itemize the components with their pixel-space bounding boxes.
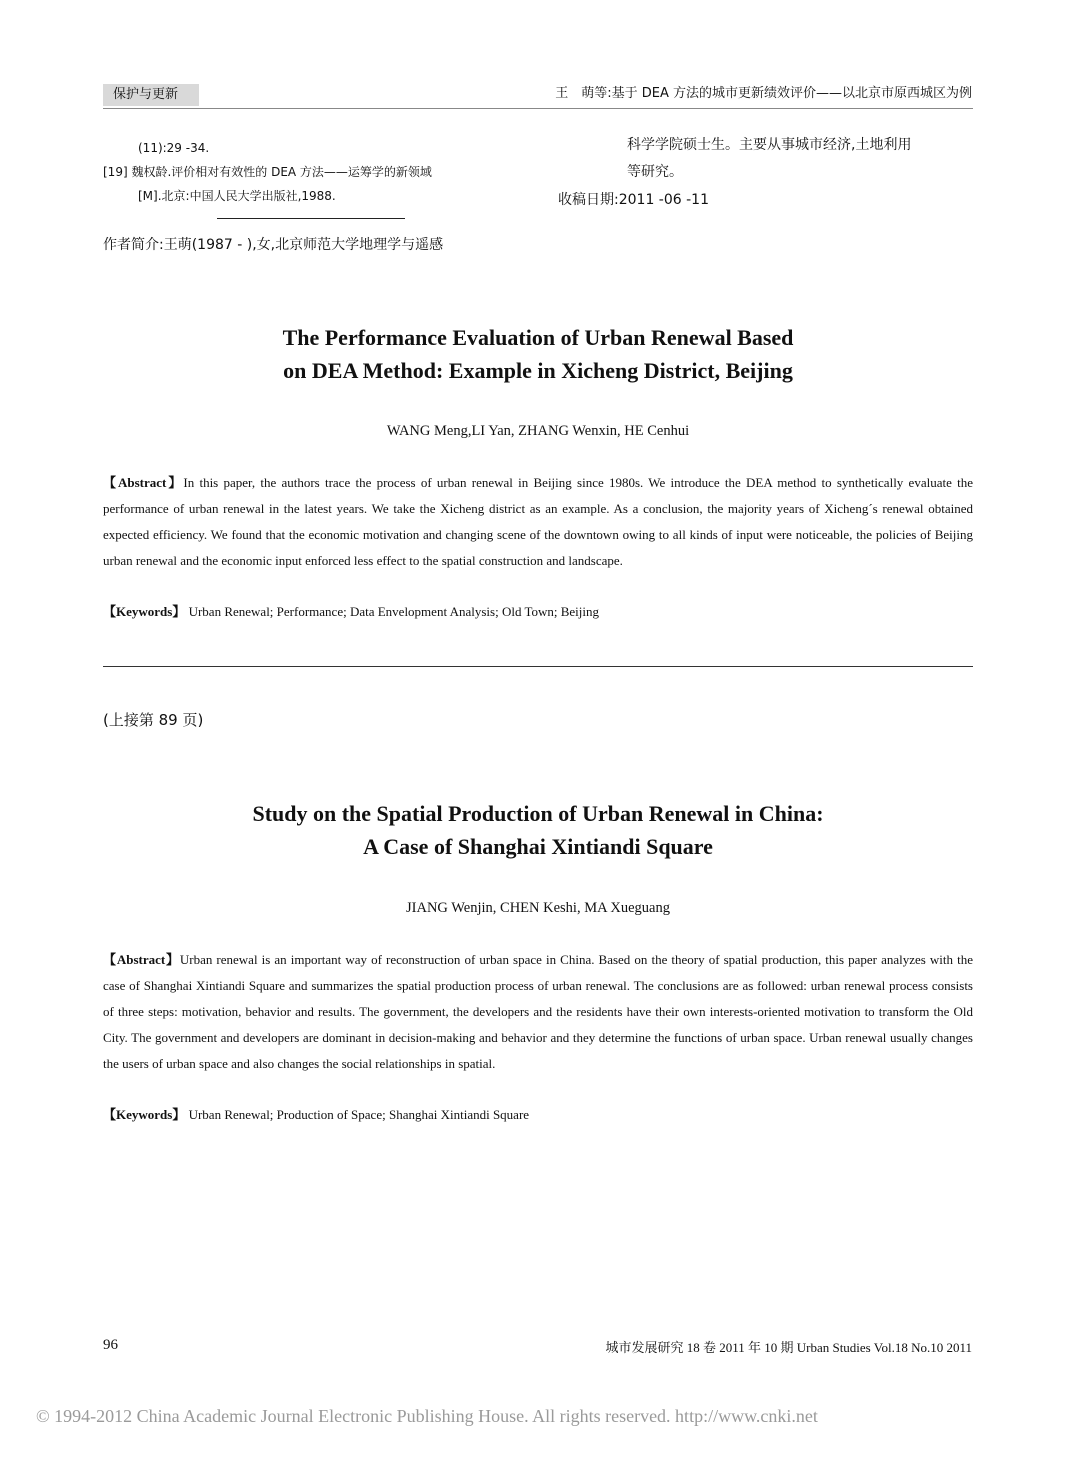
article1-title-line1: The Performance Evaluation of Urban Renewal Based — [282, 325, 794, 350]
journal-footer: 城市发展研究 18 卷 2011 年 10 期 Urban Studies Vol.18 No.10 2011 — [605, 1340, 972, 1355]
section-tag: 保护与更新 — [103, 84, 199, 106]
section-divider — [103, 666, 973, 667]
header-rule — [103, 108, 973, 109]
reference-line: [M].北京:中国人民大学出版社,1988. — [138, 189, 336, 203]
article2-title-line2: A Case of Shanghai Xintiandi Square — [363, 834, 713, 859]
keywords-label: 【Keywords】 — [103, 604, 186, 619]
article1-title-line2: on DEA Method: Example in Xicheng District, Beijing — [283, 358, 793, 383]
page-number: 96 — [103, 1337, 118, 1353]
received-date: 收稿日期:2011 -06 -11 — [558, 192, 709, 208]
keywords-label: 【Keywords】 — [103, 1107, 186, 1122]
keywords-text: Urban Renewal; Performance; Data Envelopment Analysis; Old Town; Beijing — [185, 604, 600, 619]
continued-from-note: (上接第 89 页) — [103, 711, 204, 729]
abstract-label: 【Abstract】 — [103, 952, 180, 967]
abstract-text: Urban renewal is an important way of reconstruction of urban space in China. Based on the theory of spatial production, this paper analyzes with the case of Shanghai Xintiandi Square and summarizes the spatial production process of urban renewal. The conclusions are as followed: urban renewal process consists of three steps: motivation, behavior and results. The government, the developers and the residents have their own interests-oriented motivation to transform the Old City. The government and developers are dominant in decision-making and behavior and they determine the functions of urban space. Urban renewal usually changes the users of urban space and also changes the social relationships in spatial. — [103, 952, 973, 1071]
abstract-text: In this paper, the authors trace the process of urban renewal in Beijing since 1980s. We introduce the DEA method to synthetically evaluate the performance of urban renewal in the latest years. We take the Xicheng district as an example. As a conclusion, the majority years of Xicheng´s renewal obtained expected efficiency. We found that the economic motivation and changing scene of the downtown owing to all kinds of input were noticeable, the policies of Beijing urban renewal and the economic input enforced less effect to the spatial construction and landscape. — [103, 475, 973, 568]
running-head: 王 萌等:基于 DEA 方法的城市更新绩效评价——以北京市原西城区为例 — [555, 86, 972, 101]
article2-keywords — [103, 1105, 973, 1125]
author-bio-continued: 等研究。 — [627, 164, 683, 180]
copyright-watermark: © 1994-2012 China Academic Journal Electronic Publishing House. All rights reserved. http://www.cnki.net — [36, 1406, 818, 1426]
article2-authors: JIANG Wenjin, CHEN Keshi, MA Xueguang — [406, 900, 670, 916]
reference-line: [19] 魏权龄.评价相对有效性的 DEA 方法——运筹学的新领域 — [103, 165, 432, 179]
keywords-text: Urban Renewal; Production of Space; Shanghai Xintiandi Square — [185, 1107, 530, 1122]
footnote-rule — [217, 218, 405, 219]
author-bio: 作者简介:王萌(1987 - ),女,北京师范大学地理学与遥感 — [103, 237, 444, 253]
article2-title-line1: Study on the Spatial Production of Urban Renewal in China: — [252, 801, 824, 826]
article1-keywords — [103, 602, 973, 622]
article1-abstract — [103, 470, 973, 574]
abstract-label: 【Abstract】 — [103, 475, 184, 490]
article1-authors: WANG Meng,LI Yan, ZHANG Wenxin, HE Cenhui — [386, 423, 690, 439]
reference-line: (11):29 -34. — [138, 141, 210, 155]
author-bio-continued: 科学学院硕士生。主要从事城市经济,土地利用 — [627, 137, 912, 153]
article2-abstract — [103, 947, 973, 1077]
